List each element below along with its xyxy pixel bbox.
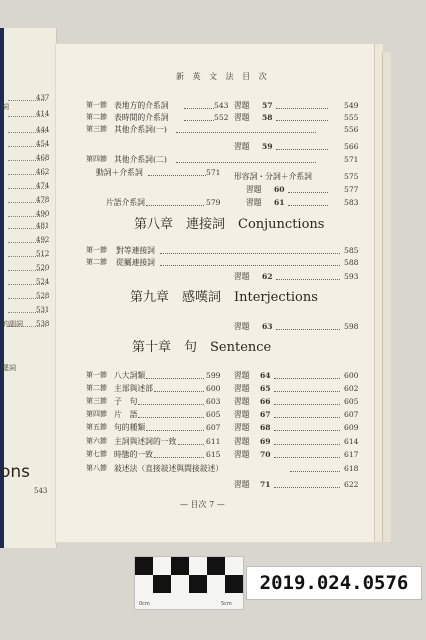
page-number: 571 (206, 168, 221, 177)
exercise-title: 習題 (234, 142, 250, 151)
left-page-number: 454 (36, 140, 50, 148)
exercise-number: 58 (262, 113, 273, 122)
page-number: 614 (344, 437, 359, 446)
section-label: 第六節 (86, 437, 107, 445)
page-number: 599 (206, 371, 221, 380)
section-title: 表時間的介系詞 (114, 113, 169, 122)
leader-dots (8, 298, 46, 300)
section-label: 第一節 (86, 371, 107, 379)
page-number: 579 (206, 198, 221, 207)
section-label: 第四節 (86, 410, 107, 418)
section-title: 從屬連接詞 (116, 258, 155, 267)
leader-dots (8, 132, 46, 134)
exercise-number: 69 (260, 437, 271, 446)
section-label: 第二節 (86, 258, 107, 266)
section-title: 主部與述部 (114, 384, 153, 393)
ruler-square (189, 575, 207, 593)
ruler-square (207, 557, 225, 575)
page-number: 618 (344, 464, 359, 473)
page-number: 593 (344, 272, 359, 281)
leader-dots (276, 273, 340, 280)
left-page-number: 528 (36, 292, 50, 300)
left-page-number: 444 (36, 126, 50, 134)
scale-ruler (134, 556, 244, 610)
page-number: 609 (344, 423, 359, 432)
left-fragment: 詞 (2, 103, 9, 111)
section-title: 其他介系詞(一) (114, 125, 167, 134)
page-number: 549 (344, 101, 359, 110)
leader-dots (8, 146, 46, 148)
exercise-number: 59 (262, 142, 273, 151)
leader-dots (288, 199, 328, 206)
left-page-number: 531 (36, 306, 50, 314)
page-number: 583 (344, 198, 359, 207)
section-title: 子 句 (114, 397, 138, 406)
ruler-square (135, 557, 153, 575)
leader-dots (290, 465, 340, 472)
page-number: 611 (206, 437, 221, 446)
section-label: 第八節 (86, 464, 107, 472)
leader-dots (160, 259, 340, 266)
page-header: 新 英 文 法 目 次 (176, 72, 270, 81)
leader-dots (276, 323, 340, 330)
left-page-number: 437 (36, 94, 50, 102)
section-title: 片 語 (114, 410, 138, 419)
chapter-9-title: 第九章 感嘆詞 Interjections (130, 290, 318, 305)
exercise-number: 70 (260, 450, 271, 459)
exercise-number: 63 (262, 322, 273, 331)
leader-dots (8, 202, 46, 204)
left-page-number: 478 (36, 196, 50, 204)
ruler-label-left: 0cm (139, 601, 150, 607)
leader-dots (178, 438, 204, 445)
left-big-text: ons (0, 462, 31, 482)
leader-dots (154, 451, 204, 458)
sub-item-title: 形容詞・分詞＋介系詞 (234, 172, 312, 181)
leader-dots (8, 188, 46, 190)
ruler-square (171, 557, 189, 575)
exercise-title: 習題 (234, 423, 250, 432)
exercise-title: 習題 (234, 437, 250, 446)
exercise-number: 62 (262, 272, 273, 281)
page-number: 575 (344, 172, 359, 181)
leader-dots (8, 228, 46, 230)
ruler-label-right: 5cm (221, 601, 232, 607)
leader-dots (276, 114, 328, 121)
leader-dots (276, 102, 328, 109)
leader-dots (154, 385, 204, 392)
page-number: 588 (344, 258, 359, 267)
section-label: 第三節 (86, 125, 107, 133)
leader-dots (138, 398, 204, 405)
exercise-number: 68 (260, 423, 271, 432)
page-number: 577 (344, 185, 359, 194)
leader-dots (274, 372, 340, 379)
page-number: 585 (344, 246, 359, 255)
leader-dots (8, 284, 46, 286)
leader-dots (274, 424, 340, 431)
exercise-title: 習題 (234, 113, 250, 122)
section-label: 第三節 (86, 397, 107, 405)
section-label: 第二節 (86, 384, 107, 392)
leader-dots (288, 186, 328, 193)
page-number: 603 (206, 397, 221, 406)
left-page-number: 474 (36, 182, 50, 190)
leader-dots (146, 199, 204, 206)
left-page-number: 520 (36, 264, 50, 272)
exercise-title: 習題 (246, 198, 262, 207)
leader-dots (274, 481, 340, 488)
page-edge (382, 52, 391, 542)
page-footer: — 目次 7 — (180, 500, 225, 509)
page-number: 605 (344, 397, 359, 406)
section-label: 第五節 (86, 423, 107, 431)
exercise-title: 習題 (234, 397, 250, 406)
left-page-number: 481 (36, 222, 50, 230)
leader-dots (138, 411, 204, 418)
page-number: 615 (206, 450, 221, 459)
leader-dots (276, 143, 328, 150)
page-number: 552 (214, 113, 229, 122)
exercise-number: 71 (260, 480, 271, 489)
page-number: 617 (344, 450, 359, 459)
exercise-number: 65 (260, 384, 271, 393)
leader-dots (274, 451, 340, 458)
section-label: 第一節 (86, 246, 107, 254)
section-label: 第四節 (86, 155, 107, 163)
exercise-number: 57 (262, 101, 273, 110)
section-title: 敍述法（直接敍述與間接敍述） (114, 464, 224, 473)
sub-item-title: 片語介系詞 (106, 198, 145, 207)
page-number: 607 (344, 410, 359, 419)
left-page-number: 414 (36, 110, 50, 118)
section-label: 第一節 (86, 101, 107, 109)
leader-dots (8, 270, 46, 272)
section-title: 句的種類 (114, 423, 146, 432)
leader-dots (8, 216, 46, 218)
leader-dots (184, 102, 214, 109)
leader-dots (8, 256, 46, 258)
leader-dots (8, 100, 46, 102)
leader-dots (274, 438, 340, 445)
section-title: 時態的一致 (114, 450, 153, 459)
page-number: 600 (344, 371, 359, 380)
page-number: 598 (344, 322, 359, 331)
section-label: 第二節 (86, 113, 107, 121)
exercise-number: 64 (260, 371, 271, 380)
left-page-number: 492 (36, 236, 50, 244)
section-label: 第七節 (86, 450, 107, 458)
leader-dots (274, 385, 340, 392)
section-title: 對等連接詞 (116, 246, 155, 255)
leader-dots (176, 126, 316, 133)
left-page-number: 490 (36, 210, 50, 218)
exercise-number: 66 (260, 397, 271, 406)
leader-dots (160, 247, 340, 254)
exercise-title: 習題 (234, 371, 250, 380)
exercise-title: 習題 (234, 272, 250, 281)
ruler-square (225, 575, 243, 593)
leader-dots (8, 116, 46, 118)
exercise-title: 習題 (234, 450, 250, 459)
section-title: 八大詞類 (114, 371, 146, 380)
leader-dots (8, 242, 46, 244)
left-page-number: 462 (36, 168, 50, 176)
page-number: 566 (344, 142, 359, 151)
exercise-title: 習題 (234, 322, 250, 331)
leader-dots (8, 312, 46, 314)
exercise-number: 67 (260, 410, 271, 419)
left-page-number: 512 (36, 250, 50, 258)
leader-dots (146, 372, 204, 379)
section-title: 表地方的介系詞 (114, 101, 169, 110)
left-fragment: 罷詞 (2, 364, 16, 372)
exercise-title: 習題 (234, 384, 250, 393)
leader-dots (184, 114, 214, 121)
exercise-title: 習題 (234, 101, 250, 110)
ruler-square (153, 575, 171, 593)
section-title: 主詞與述詞的一致 (114, 437, 177, 446)
leader-dots (8, 160, 46, 162)
leader-dots (146, 424, 204, 431)
page-number: 602 (344, 384, 359, 393)
chapter-10-title: 第十章 句 Sentence (132, 340, 272, 355)
section-title: 其他介系詞(二) (114, 155, 167, 164)
chapter-8-title: 第八章 連接詞 Conjunctions (134, 217, 325, 232)
leader-dots (176, 156, 316, 163)
exercise-number: 60 (274, 185, 285, 194)
page-number: 571 (344, 155, 359, 164)
exercise-title: 習題 (246, 185, 262, 194)
exercise-title: 習題 (234, 480, 250, 489)
exercise-number: 61 (274, 198, 285, 207)
left-page-number: 524 (36, 278, 50, 286)
left-bottom-number: 543 (34, 487, 48, 495)
leader-dots (8, 174, 46, 176)
page-number: 543 (214, 101, 229, 110)
leader-dots (274, 398, 340, 405)
page-number: 600 (206, 384, 221, 393)
page-number: 605 (206, 410, 221, 419)
exercise-title: 習題 (234, 410, 250, 419)
specimen-label: 2019.024.0576 (246, 566, 422, 600)
page-number: 556 (344, 125, 359, 134)
page-number: 607 (206, 423, 221, 432)
left-fragment: 的副詞 (2, 320, 23, 328)
left-page-number: 468 (36, 154, 50, 162)
sub-item-title: 動詞＋介系詞 (96, 168, 143, 177)
leader-dots (274, 411, 340, 418)
page-number: 555 (344, 113, 359, 122)
leader-dots (148, 169, 206, 176)
left-page-number: 538 (36, 320, 50, 328)
page-number: 622 (344, 480, 359, 489)
